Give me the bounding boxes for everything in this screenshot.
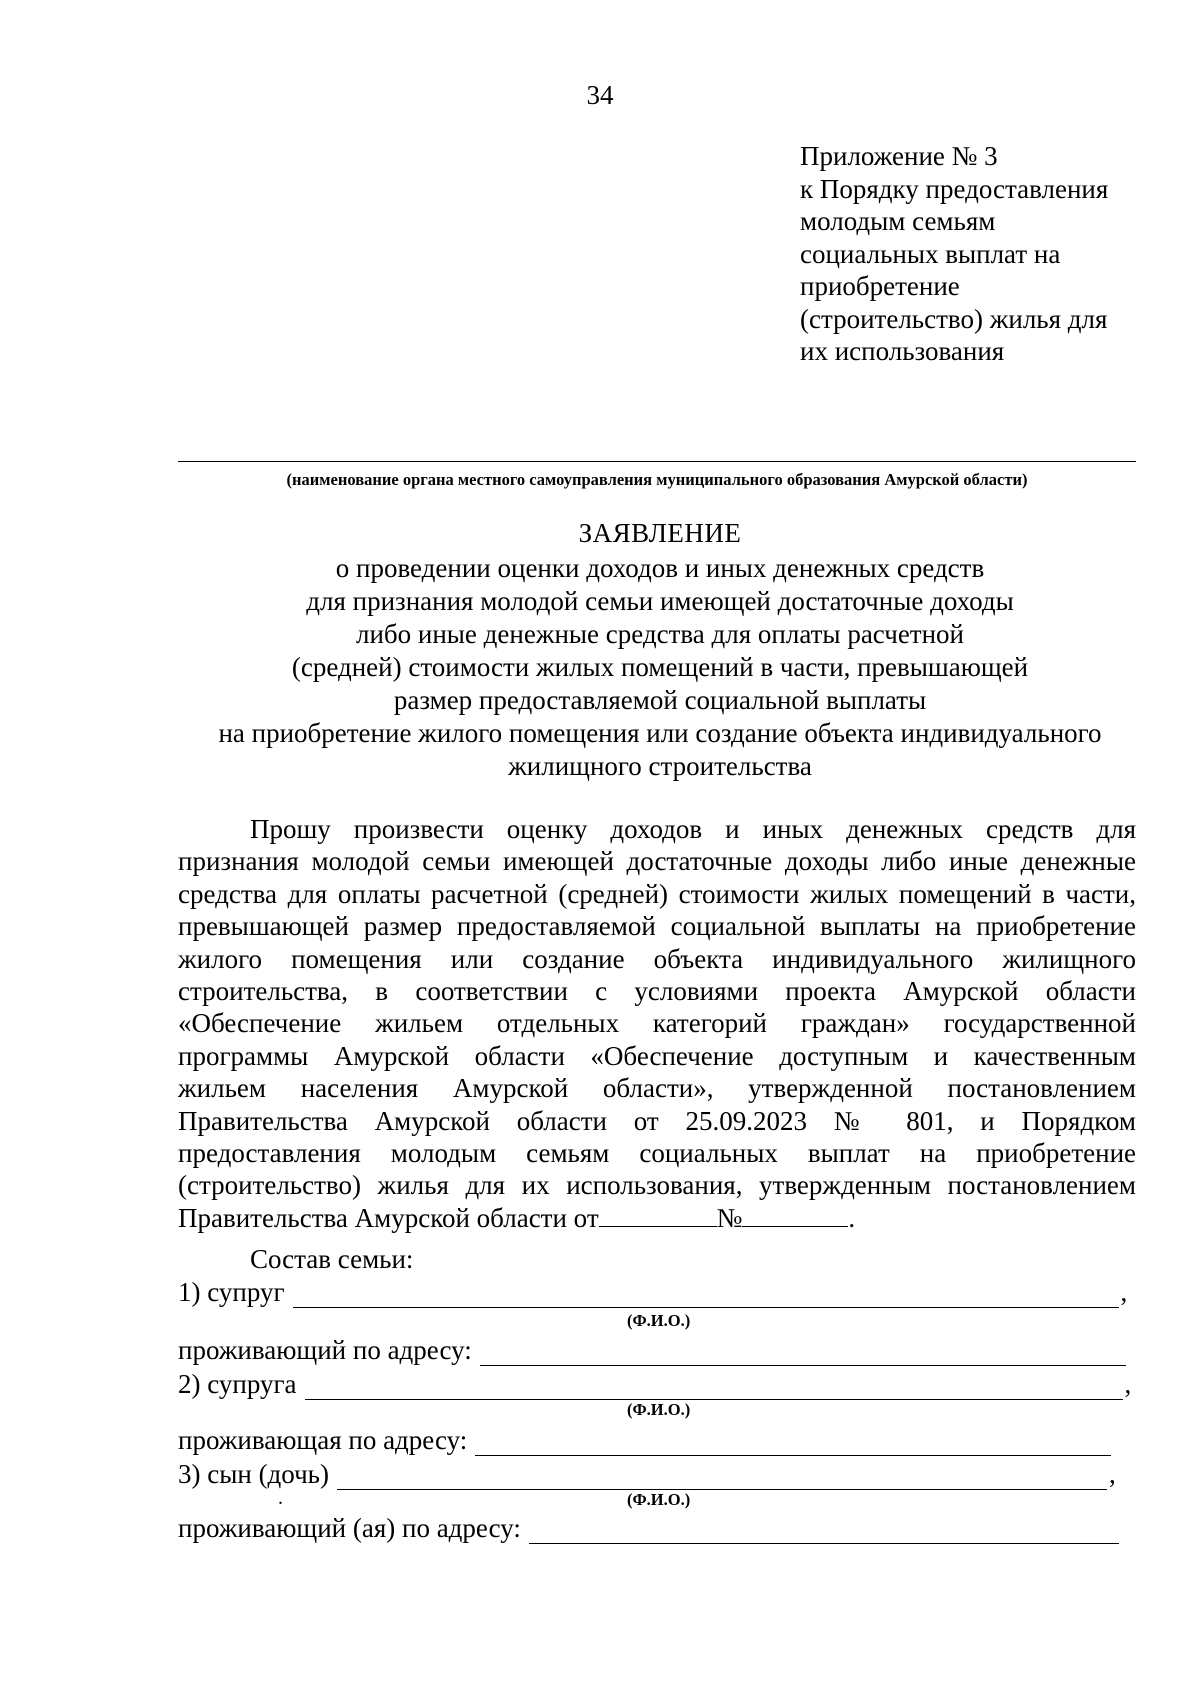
- appendix-line: к Порядку предоставления: [800, 173, 1109, 204]
- paragraph-line: предоставления молодым семьям социальных выплат на приобретение: [178, 1138, 1136, 1169]
- wife-label: 2) супруга: [178, 1369, 297, 1399]
- row-comma: ,: [1124, 1369, 1132, 1399]
- stray-dot: .: [278, 1487, 283, 1509]
- subtitle-line: на приобретение жилого помещения или создание объекта индивидуального: [218, 718, 1102, 748]
- paragraph-line: строительства, в соответствии с условиями проекта Амурской области: [178, 976, 1136, 1007]
- husband-address-label: проживающий по адресу:: [178, 1335, 472, 1365]
- subtitle-line: для признания молодой семьи имеющей достаточные доходы: [306, 586, 1014, 616]
- subtitle-line: жилищного строительства: [508, 751, 812, 781]
- appendix-line: (строительство) жилья для: [800, 303, 1108, 334]
- paragraph-last-line: [178, 1202, 1136, 1234]
- paragraph-line: программы Амурской области «Обеспечение доступным и качественным: [178, 1040, 1136, 1071]
- subtitle-line: о проведении оценки доходов и иных денежных средств: [335, 553, 985, 583]
- appendix-line: социальных выплат на: [800, 238, 1061, 269]
- fio-caption: (Ф.И.О.): [627, 1490, 691, 1509]
- appendix-line: Приложение № 3: [800, 141, 998, 171]
- husband-address-field[interactable]: [480, 1341, 1126, 1366]
- appendix-reference: [800, 140, 1140, 368]
- paragraph-line: признания молодой семьи имеющей достаточные доходы либо иные денежные: [178, 846, 1136, 877]
- decree-number-blank[interactable]: [742, 1202, 848, 1227]
- row-comma: ,: [1108, 1459, 1116, 1489]
- husband-name-field[interactable]: [293, 1283, 1119, 1308]
- authority-name-caption: (наименование органа местного самоуправления муниципального образования Амурской области): [286, 470, 1028, 489]
- husband-row: [178, 1277, 1127, 1308]
- request-paragraph: [178, 813, 1136, 1234]
- document-title: ЗАЯВЛЕНИЕ: [578, 518, 742, 548]
- husband-label: 1) супруг: [178, 1277, 285, 1307]
- family-composition-heading: Состав семьи:: [250, 1244, 414, 1274]
- sentence-period: .: [848, 1202, 856, 1233]
- husband-address-row: [178, 1335, 1126, 1366]
- paragraph-line: [178, 813, 1136, 845]
- appendix-line: молодым семьям: [800, 206, 996, 236]
- subtitle-line: либо иные денежные средства для оплаты расчетной: [355, 619, 965, 649]
- child-address-row: [178, 1513, 1119, 1544]
- child-address-label: проживающий (ая) по адресу:: [178, 1513, 521, 1543]
- subtitle-line: размер предоставляемой социальной выплаты: [393, 685, 927, 715]
- wife-name-field[interactable]: [305, 1375, 1123, 1400]
- paragraph-line: (строительство) жилья для их использования, утвержденным постановлением: [178, 1170, 1136, 1201]
- paragraph-line-text: Прошу произвести оценку доходов и иных денежных средств для: [250, 814, 1136, 844]
- authority-name-field-line[interactable]: [178, 461, 1136, 462]
- document-subtitle: [140, 552, 1180, 783]
- page-number: 34: [586, 80, 614, 110]
- paragraph-line: превышающей размер предоставляемой социальной выплаты на приобретение: [178, 911, 1136, 942]
- row-comma: ,: [1120, 1277, 1128, 1307]
- paragraph-line: жилого помещения или создание объекта индивидуального жилищного: [178, 943, 1136, 974]
- decree-prefix-text: Правительства Амурской области от: [178, 1202, 599, 1233]
- fio-caption: (Ф.И.О.): [627, 1311, 691, 1330]
- child-row: [178, 1459, 1116, 1490]
- wife-address-label: проживающая по адресу:: [178, 1425, 468, 1455]
- appendix-line: приобретение: [800, 271, 960, 301]
- paragraph-line: средства для оплаты расчетной (средней) стоимости жилых помещений в части,: [178, 878, 1136, 909]
- child-name-field[interactable]: [337, 1465, 1107, 1490]
- paragraph-line: «Обеспечение жильем отдельных категорий граждан» государственной: [178, 1008, 1136, 1039]
- child-label: 3) сын (дочь): [178, 1459, 329, 1489]
- paragraph-line: жильем населения Амурской области», утвержденной постановлением: [178, 1073, 1136, 1104]
- fio-caption: (Ф.И.О.): [627, 1400, 691, 1419]
- wife-address-field[interactable]: [475, 1431, 1111, 1456]
- paragraph-line: Правительства Амурской области от 25.09.2023 № 801, и Порядком: [178, 1105, 1136, 1136]
- decree-date-blank[interactable]: [599, 1202, 717, 1227]
- wife-address-row: [178, 1425, 1111, 1456]
- number-sign: №: [716, 1202, 743, 1233]
- appendix-line: их использования: [800, 336, 1005, 366]
- subtitle-line: (средней) стоимости жилых помещений в части, превышающей: [291, 652, 1029, 682]
- child-address-field[interactable]: [529, 1519, 1119, 1544]
- wife-row: [178, 1369, 1131, 1400]
